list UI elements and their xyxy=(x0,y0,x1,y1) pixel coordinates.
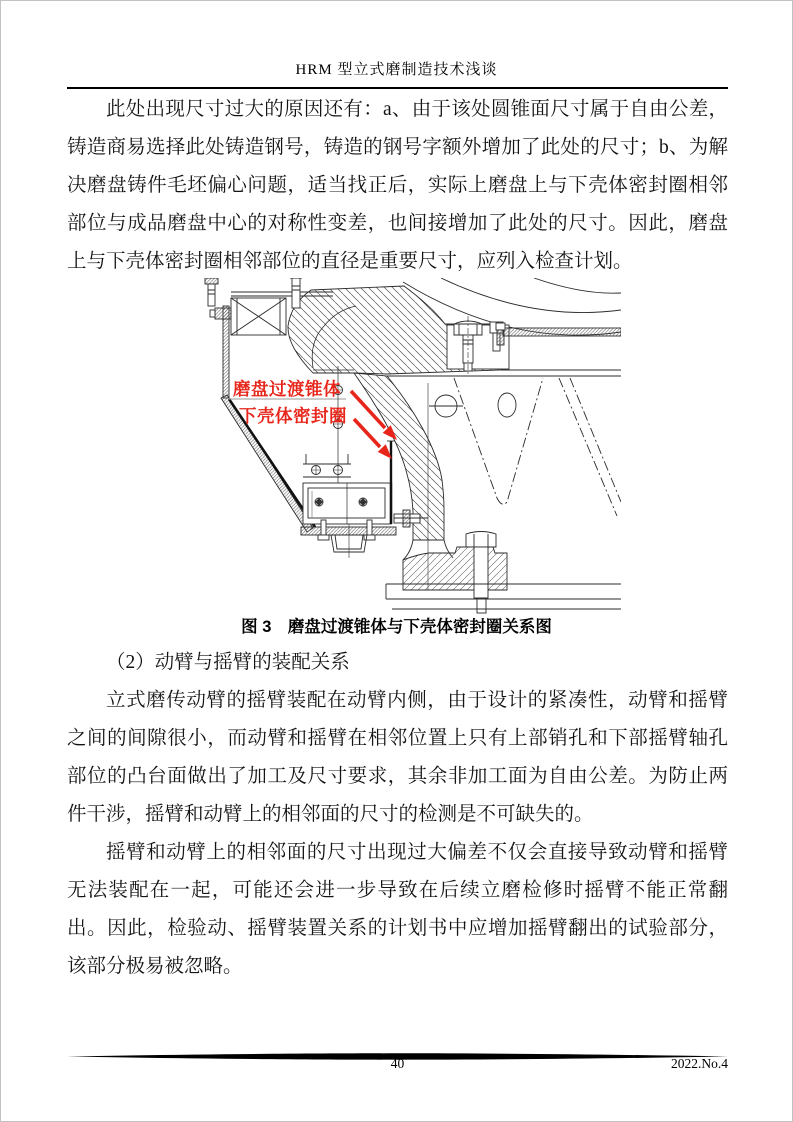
figure-label-seal: 下壳体密封圈 xyxy=(239,406,347,426)
paragraph-1-text: 此处出现尺寸过大的原因还有：a、由于该处圆锥面尺寸属于自由公差，铸造商易选择此处铸造钢号，铸造的钢号字额外增加了此处的尺寸；b、为解决磨盘铸件毛坯偏心问题，适当找正后，实际上磨盘上与下壳体密封圈相邻部位与成品磨盘中心的对称性变差，也间接增加了此处的尺寸。因此，磨盘上与下壳体密封圈相邻部位的直径是重要尺寸，应列入检查计划。 xyxy=(67,99,728,272)
section-heading-2: （2）动臂与摇臂的装配关系 xyxy=(106,652,350,673)
header-rule xyxy=(67,87,728,89)
figure-drawing xyxy=(191,278,621,614)
figure-label-cone: 磨盘过渡锥体 xyxy=(233,379,341,399)
page-footer xyxy=(67,1056,728,1076)
paragraph-3-text: 摇臂和动臂上的相邻面的尺寸出现过大偏差不仅会直接导致动臂和摇臂无法装配在一起，可能还会进一步导致在后续立磨检修时摇臂不能正常翻出。因此，检验动、摇臂装置关系的计划书中应增加摇臂翻出的试验部分，该部分极易被忽略。 xyxy=(67,842,728,977)
text-block-2 xyxy=(67,644,728,986)
footer-rule xyxy=(67,1047,728,1054)
page-header-title: HRM 型立式磨制造技术浅谈 xyxy=(295,62,498,78)
footer-page-number: 40 xyxy=(390,1056,405,1071)
paragraph-1 xyxy=(67,91,728,281)
footer-issue-label: 2022.No.4 xyxy=(671,1056,728,1071)
paragraph-2-text: 立式磨传动臂的摇臂装配在动臂内侧，由于设计的紧凑性，动臂和摇臂之间的间隙很小，而动臂和摇臂在相邻位置上只有上部销孔和下部摇臂轴孔部位的凸台面做出了加工及尺寸要求，其余非加工面为自由公差。为防止两件干涉，摇臂和动臂上的相邻面的尺寸的检测是不可缺失的。 xyxy=(67,690,728,825)
figure-3 xyxy=(191,278,621,614)
figure-caption: 图 3 磨盘过渡锥体与下壳体密封圈关系图 xyxy=(241,618,552,636)
